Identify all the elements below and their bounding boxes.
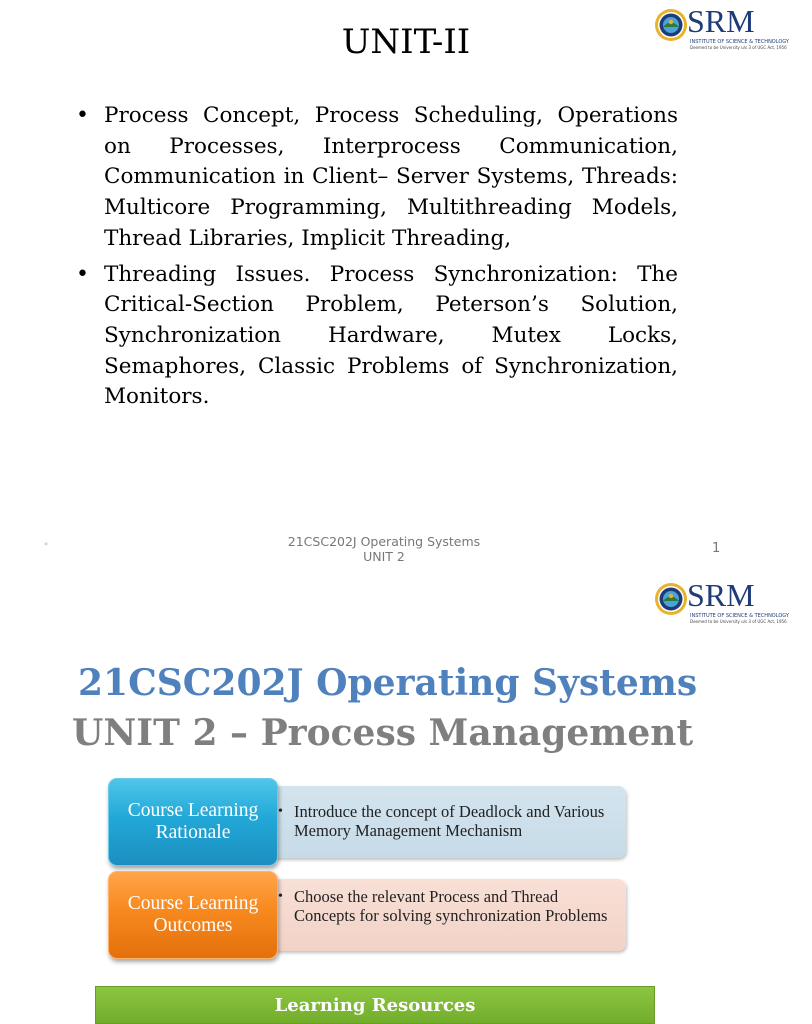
topic-text: Process Concept, Process Scheduling, Operations on Processes, Interprocess Communication, Communication in Client– Server Systems, Threads: Multicore Programming, Multithreading Models, Thread Libraries, Implicit Threading, [104,103,678,251]
srm-logo [654,577,789,626]
clr-row [108,778,630,866]
clr-label: Course Learning Rationale [108,778,278,866]
srm-subtagline: Deemed to be University u/s 3 of UGC Act, 1956 [690,619,787,624]
page-number: 1 [712,541,721,556]
bullet-icon: • [278,889,283,904]
unit-title: UNIT 2 – Process Management [72,712,694,754]
slide-2 [0,576,789,1024]
clr-description-box [268,786,626,858]
clr-text: Introduce the concept of Deadlock and Various Memory Management Mechanism [294,802,605,840]
srm-logo [654,3,789,52]
srm-subtagline: Deemed to be University u/s 3 of UGC Act, 1956 [690,45,787,50]
footer-course: 21CSC202J Operating Systems [287,534,481,549]
srm-wordmark: SRM [687,577,755,613]
srm-emblem-icon [654,582,688,616]
topic-text: Threading Issues. Process Synchronization: The Critical-Section Problem, Peterson’s Solution, Synchronization Hardware, Mutex Locks, Semaphores, Classic Problems of Synchronization, Monitors. [104,261,678,410]
bullet-icon: • [76,103,89,128]
clo-description-box [268,879,626,951]
srm-tagline: INSTITUTE OF SCIENCE & TECHNOLOGY [690,39,789,45]
topic-item [76,260,678,414]
srm-emblem-icon [654,8,688,42]
topic-list [76,101,678,418]
clo-row [108,871,630,959]
slide-footer [284,534,484,564]
footer-unit: UNIT 2 [363,549,405,564]
clo-text: Choose the relevant Process and Thread Concepts for solving synchronization Problems [294,887,608,925]
course-title: 21CSC202J Operating Systems [78,662,698,704]
clo-item [278,887,618,925]
srm-wordmark: SRM [687,3,755,39]
bullet-icon: • [278,804,283,819]
topic-item [76,101,678,255]
bullet-icon: • [76,261,89,287]
srm-tagline: INSTITUTE OF SCIENCE & TECHNOLOGY [690,613,789,619]
clo-label: Course Learning Outcomes [108,871,278,959]
clr-item [278,802,618,840]
footer-mark: * [44,541,48,550]
slide-title: UNIT-II [341,22,471,62]
learning-resources-bar: Learning Resources [95,986,655,1024]
